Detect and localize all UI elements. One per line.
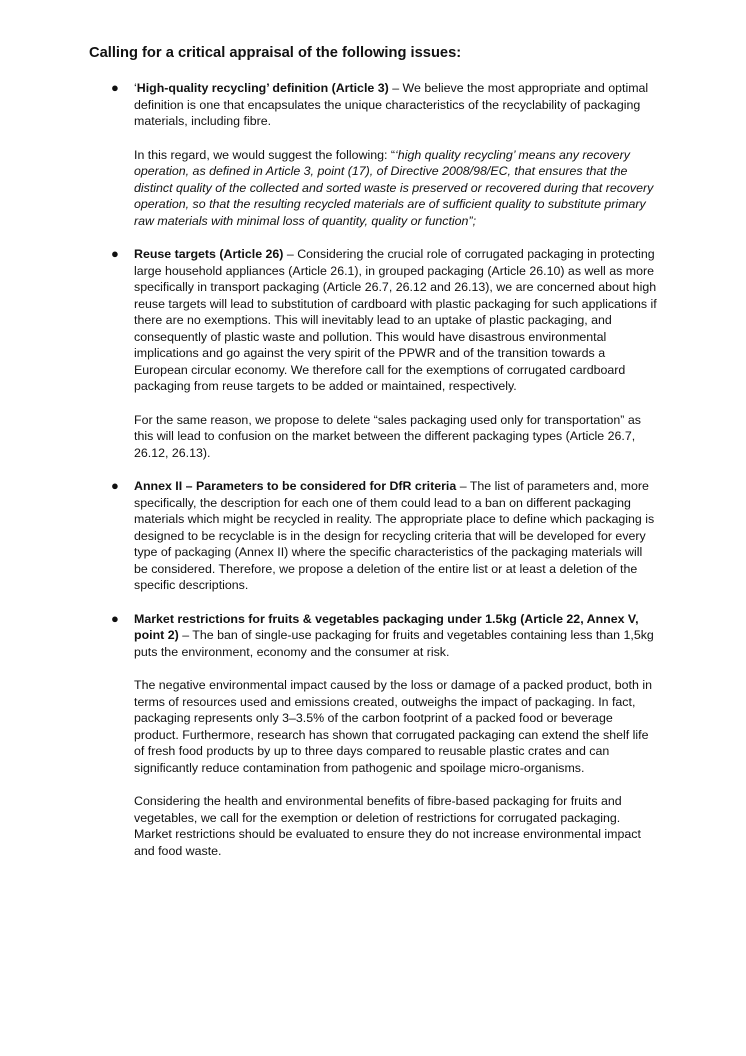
bullet-icon: ● bbox=[111, 246, 119, 261]
issue-paragraph: For the same reason, we propose to delete “sales packaging used only for transportation” as this will lead to confusion on the market between the different packaging types (Article 26.7, 26.12, 26.13). bbox=[134, 412, 641, 460]
issue-paragraph bbox=[134, 147, 658, 230]
issues-list bbox=[0, 80, 746, 876]
issue-paragraph: The negative environmental impact caused by the loss or damage of a packed product, both in terms of resources used and emissions created, outweighs the impact of packaging. In fact, packaging represents only 3–3.5% of the carbon footprint of a packed food or beverage product. Furthermore, research has shown that corrugated packaging can extend the shelf life of fresh food products by up to three days compared to reusable plastic crates and can significantly reduce contamination from pathogenic and spoilage micro-organisms. bbox=[134, 678, 652, 775]
issue-title: High-quality recycling’ definition (Article 3) bbox=[136, 81, 389, 95]
issue-title: Annex II – Parameters to be considered for DfR criteria bbox=[134, 479, 457, 493]
issue-high-quality-recycling bbox=[0, 80, 746, 229]
issue-paragraph bbox=[134, 80, 658, 130]
issue-annex-ii bbox=[0, 478, 746, 594]
proposal-intro: In this regard, we would suggest the following: “ bbox=[134, 147, 396, 162]
issue-paragraph bbox=[134, 246, 658, 395]
issue-text: – Considering the crucial role of corrugated packaging in protecting large household appliances (Article 26.1), in grouped packaging (Article 26.10) as well as more specifically in transport packaging (Article 26.7, 26.12 and 26.13), we are concerned about high reuse targets will lead to substitution of cardboard with plastic packaging for such applications if there are no exemptions. This will inevitably lead to an uptake of plastic packaging, and consequently of plastic waste and pollution. This would have disastrous environmental implications and go against the very spirit of the PPWR and of the transition towards a European circular economy. We therefore call for the exemptions of corrugated cardboard packaging from reuse targets to be added or maintained, respectively. bbox=[134, 247, 657, 393]
issue-text: – The ban of single-use packaging for fruits and vegetables containing less than 1,5kg puts the environment, economy and the consumer at risk. bbox=[134, 628, 654, 659]
open-quote: ‘ bbox=[134, 81, 137, 95]
bullet-icon: ● bbox=[111, 610, 119, 626]
page-heading: Calling for a critical appraisal of the following issues: bbox=[89, 45, 462, 61]
issue-text: – The list of parameters and, more specifically, the description for each one of them could lead to a ban on different packaging materials which might be recycled in reality. The appropriate place to define which packaging is designed to be recyclable is in the design for recycling criteria that will be developed for every type of packaging (Annex II) where the specific characteristics of the packaging materials will be considered. Therefore, we propose a deletion of the entire list or at least a deletion of the specific descriptions. bbox=[134, 479, 655, 592]
issue-market-restrictions bbox=[0, 611, 746, 860]
issue-text: – We believe the most appropriate and optimal definition is one that encapsulates the unique characteristics of the recyclability of packaging materials, including fibre. bbox=[134, 81, 649, 128]
issue-title: Reuse targets (Article 26) bbox=[134, 247, 284, 261]
issue-paragraph bbox=[134, 611, 658, 661]
issue-reuse-targets bbox=[0, 246, 746, 461]
issue-paragraph bbox=[134, 478, 658, 594]
proposal-definition: ‘high quality recycling’ means any recovery operation, as defined in Article 3, point (17), of Directive 2008/98/EC, that ensures that the distinct quality of the collected and sorted waste is preserved or recovered during that recovery operation, so that the resulting recycled materials are of sufficient quality to substitute primary raw materials with minimal loss of quantity, quality or function”; bbox=[134, 147, 654, 228]
issue-title: Market restrictions for fruits & vegetables packaging under 1.5kg (Article 22, Annex V, point 2) bbox=[134, 611, 639, 642]
bullet-icon: ● bbox=[111, 80, 119, 95]
issue-paragraph: Considering the health and environmental benefits of fibre-based packaging for fruits and vegetables, we call for the exemption or deletion of restrictions for corrugated packaging. Market restrictions should be evaluated to ensure they do not increase environmental impact and food waste. bbox=[134, 794, 641, 858]
bullet-icon: ● bbox=[111, 478, 119, 493]
